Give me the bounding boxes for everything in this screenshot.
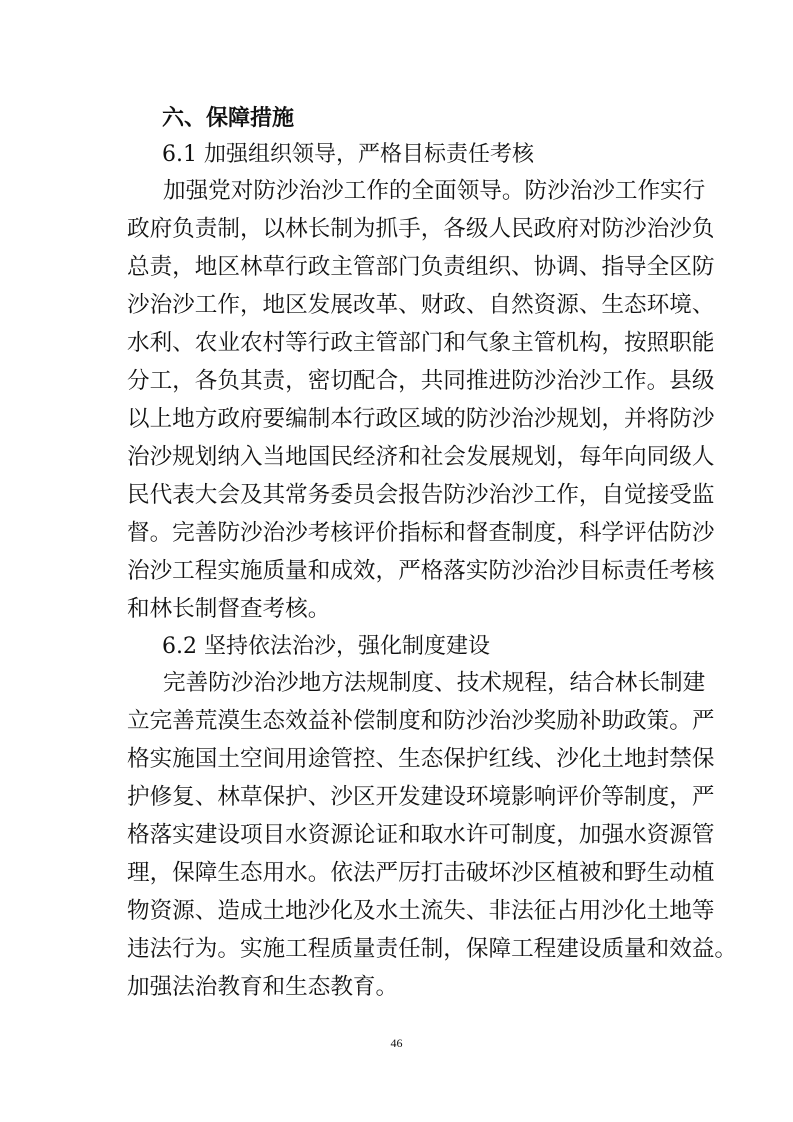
paragraph-line: 分工，各负其责，密切配合，共同推进防沙治沙工作。县级 <box>127 368 715 394</box>
section-heading: 六、保障措施 <box>162 106 295 131</box>
paragraph-line: 格实施国土空间用途管控、生态保护红线、沙化土地封禁保 <box>127 746 715 772</box>
subsection-title-6-2: 6.2 坚持依法治沙，强化制度建设 <box>162 634 490 659</box>
paragraph-line: 以上地方政府要编制本行政区域的防沙治沙规划，并将防沙 <box>127 406 715 432</box>
paragraph-line: 立完善荒漠生态效益补偿制度和防沙治沙奖励补助政策。严 <box>127 708 715 734</box>
subsection-title-6-1: 6.1 加强组织领导，严格目标责任考核 <box>162 142 534 167</box>
paragraph-line: 护修复、林草保护、沙区开发建设环境影响评价等制度，严 <box>127 784 715 810</box>
paragraph-line: 政府负责制，以林长制为抓手，各级人民政府对防沙治沙负 <box>127 216 715 242</box>
paragraph-line: 加强法治教育和生态教育。 <box>127 974 399 1000</box>
paragraph-line: 和林长制督查考核。 <box>127 596 331 622</box>
paragraph-line: 总责，地区林草行政主管部门负责组织、协调、指导全区防 <box>127 254 715 280</box>
paragraph-line: 沙治沙工作，地区发展改革、财政、自然资源、生态环境、 <box>127 292 715 318</box>
paragraph-line: 完善防沙治沙地方法规制度、技术规程，结合林长制建 <box>163 670 706 696</box>
paragraph-line: 物资源、造成土地沙化及水土流失、非法征占用沙化土地等 <box>127 898 715 924</box>
paragraph-line: 治沙工程实施质量和成效，严格落实防沙治沙目标责任考核 <box>127 558 715 584</box>
paragraph-line: 民代表大会及其常务委员会报告防沙治沙工作，自觉接受监 <box>127 482 715 508</box>
paragraph-line: 加强党对防沙治沙工作的全面领导。防沙治沙工作实行 <box>163 178 706 204</box>
paragraph-line: 违法行为。实施工程质量责任制，保障工程建设质量和效益。 <box>127 936 738 962</box>
paragraph-line: 督。完善防沙治沙考核评价指标和督查制度，科学评估防沙 <box>127 520 715 546</box>
paragraph-line: 水利、农业农村等行政主管部门和气象主管机构，按照职能 <box>127 330 715 356</box>
paragraph-line: 理，保障生态用水。依法严厉打击破坏沙区植被和野生动植 <box>127 860 715 886</box>
paragraph-line: 治沙规划纳入当地国民经济和社会发展规划，每年向同级人 <box>127 444 715 470</box>
page-number: 46 <box>390 1036 403 1050</box>
paragraph-line: 格落实建设项目水资源论证和取水许可制度，加强水资源管 <box>127 822 715 848</box>
